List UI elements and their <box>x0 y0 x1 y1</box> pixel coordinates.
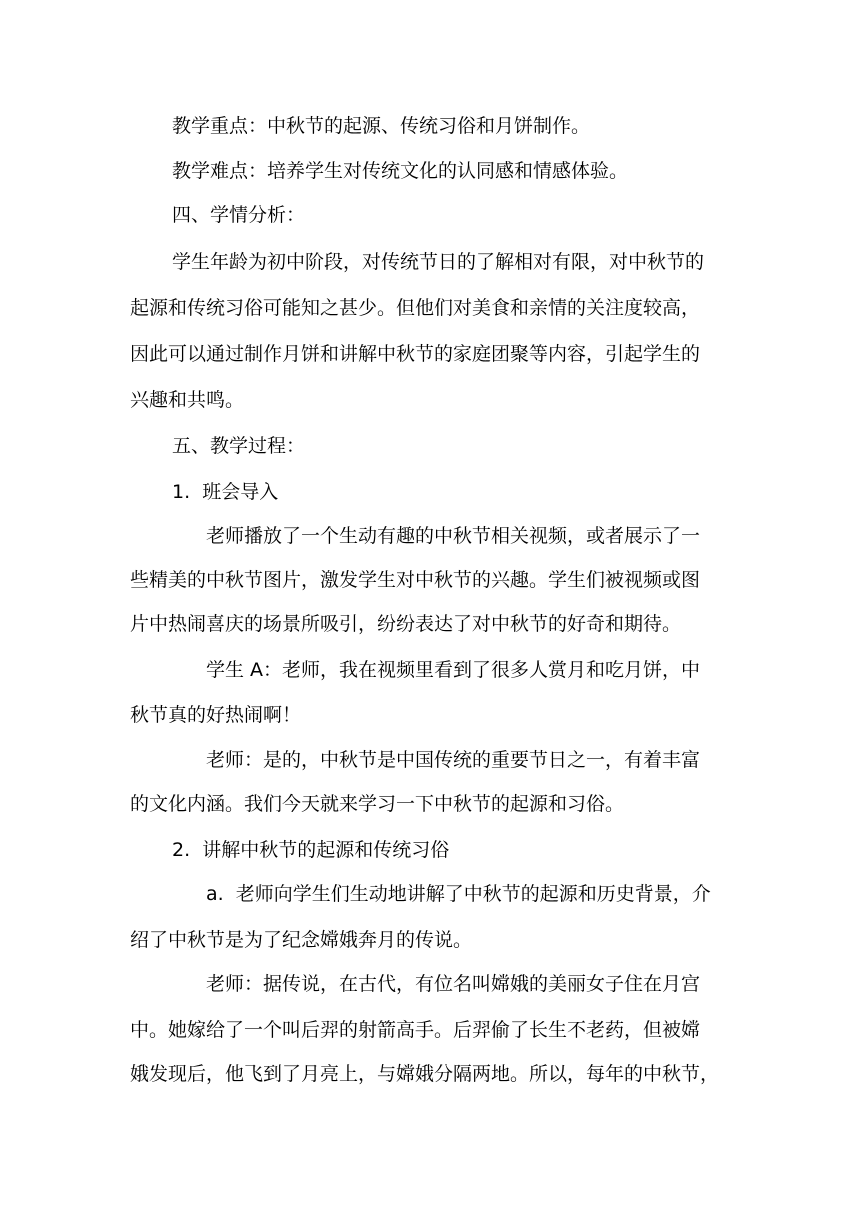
paragraph-line: 绍了中秋节是为了纪念嫦娥奔月的传说。 <box>130 929 473 951</box>
paragraph-line: 片中热闹喜庆的场景所吸引，纷纷表达了对中秋节的好奇和期待。 <box>130 613 682 635</box>
paragraph-line: 教学难点：培养学生对传统文化的认同感和情感体验。 <box>172 160 629 182</box>
dialogue-line: 老师：据传说，在古代，有位名叫嫦娥的美丽女子住在月宫 <box>206 973 701 995</box>
paragraph-line: 学生年龄为初中阶段，对传统节日的了解相对有限，对中秋节的 <box>172 251 705 273</box>
paragraph-line: a. 老师向学生们生动地讲解了中秋节的起源和历史背景，介 <box>206 883 711 905</box>
paragraph-line: 教学重点：中秋节的起源、传统习俗和月饼制作。 <box>172 115 591 137</box>
dialogue-line: 的文化内涵。我们今天就来学习一下中秋节的起源和习俗。 <box>130 793 625 815</box>
dialogue-line: 娥发现后，他飞到了月亮上，与嫦娥分隔两地。所以，每年的中秋节， <box>130 1063 720 1085</box>
section-heading: 四、学情分析： <box>172 204 306 226</box>
subsection-heading: 1. 班会导入 <box>172 481 279 503</box>
dialogue-line: 学生 A：老师，我在视频里看到了很多人赏月和吃月饼，中 <box>206 659 701 681</box>
dialogue-line: 秋节真的好热闹啊！ <box>130 704 302 726</box>
paragraph-line: 兴趣和共鸣。 <box>130 389 245 411</box>
paragraph-line: 起源和传统习俗可能知之甚少。但他们对美食和亲情的关注度较高， <box>130 297 701 319</box>
subsection-heading: 2. 讲解中秋节的起源和传统习俗 <box>172 839 450 861</box>
section-heading: 五、教学过程： <box>172 435 306 457</box>
dialogue-line: 中。她嫁给了一个叫后羿的射箭高手。后羿偷了长生不老药，但被嫦 <box>130 1019 701 1041</box>
paragraph-line: 因此可以通过制作月饼和讲解中秋节的家庭团聚等内容，引起学生的 <box>130 343 701 365</box>
paragraph-line: 些精美的中秋节图片，激发学生对中秋节的兴趣。学生们被视频或图 <box>130 569 701 591</box>
paragraph-line: 老师播放了一个生动有趣的中秋节相关视频，或者展示了一 <box>206 525 701 547</box>
dialogue-line: 老师：是的，中秋节是中国传统的重要节日之一，有着丰富 <box>206 749 701 771</box>
